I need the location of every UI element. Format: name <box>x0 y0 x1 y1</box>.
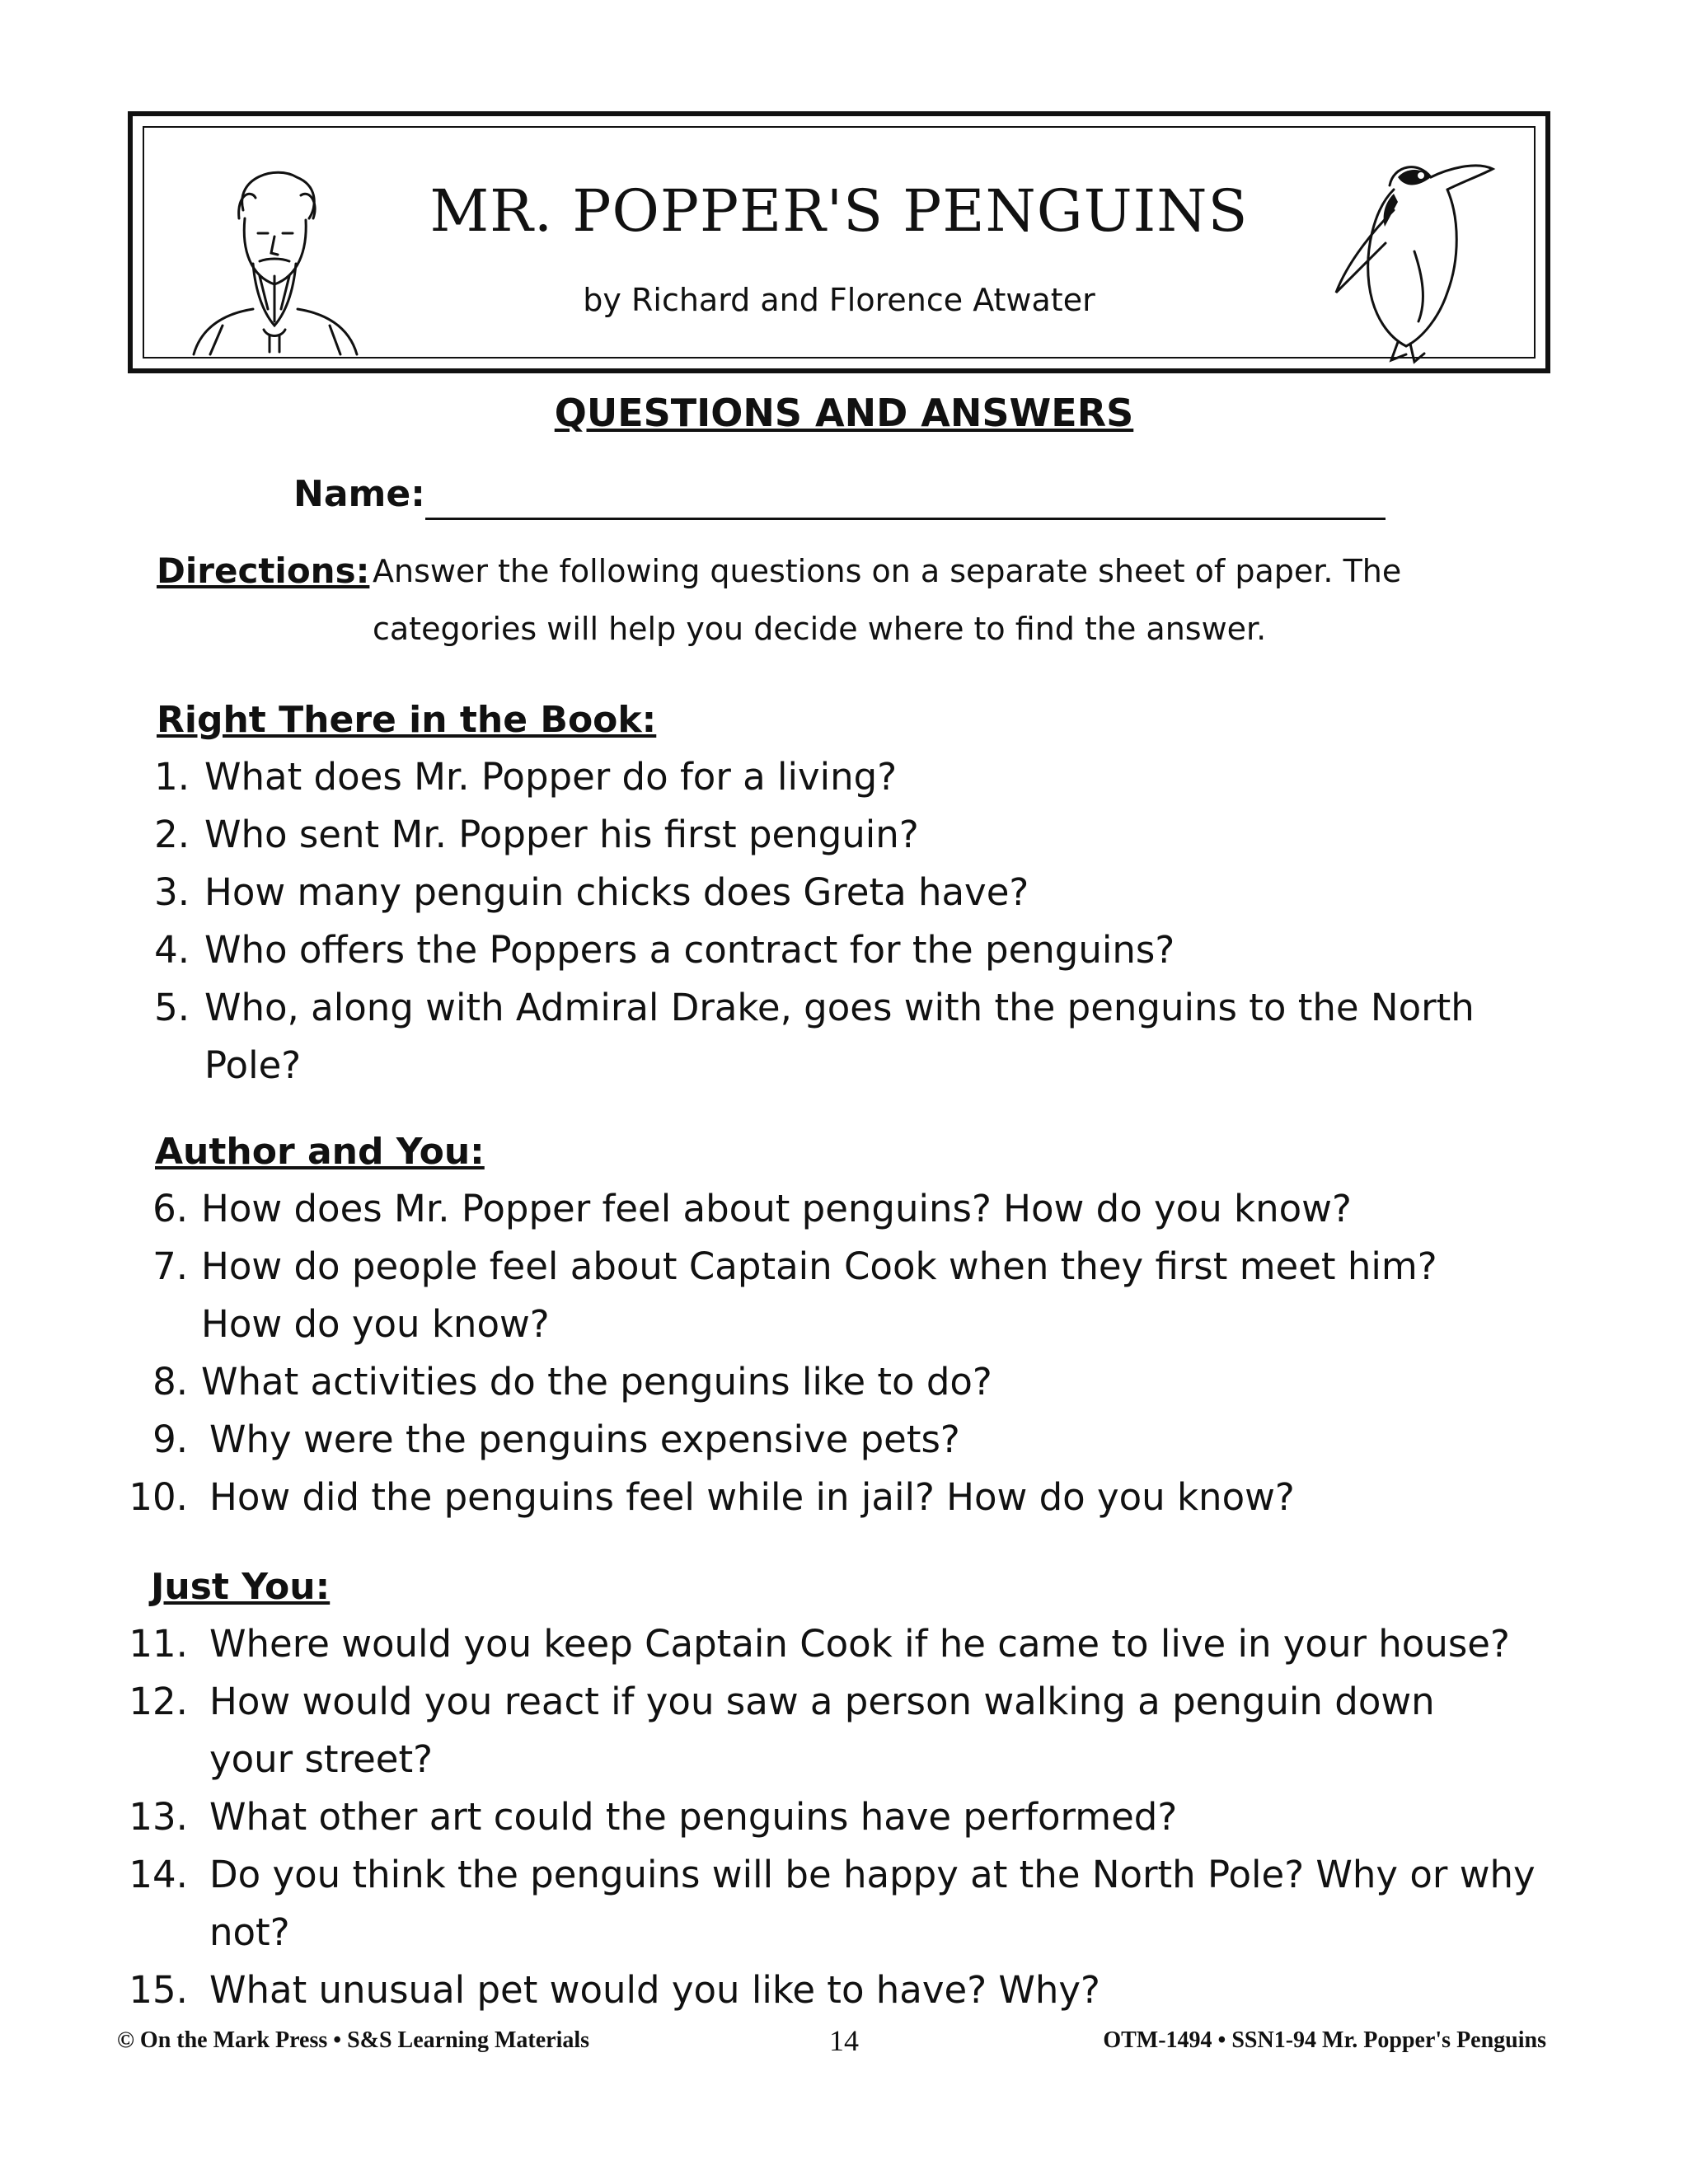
question-text: your street? <box>209 1737 433 1781</box>
title-banner <box>128 111 1550 373</box>
question-number: 1. <box>154 755 190 799</box>
question-number: 13. <box>129 1795 188 1839</box>
question-number: 10. <box>129 1475 188 1519</box>
page-heading: QUESTIONS AND ANSWERS <box>554 391 1134 435</box>
question-text: How do you know? <box>201 1302 550 1346</box>
question-text: Who, along with Admiral Drake, goes with the penguins to the North <box>204 986 1475 1029</box>
directions-text <box>373 542 1444 658</box>
question-text: Who sent Mr. Popper his first penguin? <box>204 813 919 856</box>
question-text: How would you react if you saw a person walking a penguin down <box>209 1680 1435 1723</box>
question-number: 2. <box>154 813 190 856</box>
question-text: How does Mr. Popper feel about penguins? How do you know? <box>201 1187 1352 1230</box>
question-number: 12. <box>129 1680 188 1723</box>
title-banner-inner <box>143 126 1536 359</box>
question-text: Who offers the Poppers a contract for the penguins? <box>204 928 1175 972</box>
directions-line: Answer the following questions on a separate sheet of paper. The <box>373 553 1402 589</box>
question-text: What other art could the penguins have performed? <box>209 1795 1178 1839</box>
question-text: What does Mr. Popper do for a living? <box>204 755 898 799</box>
question-text: Pole? <box>204 1043 302 1087</box>
footer-product-code: OTM-1494 • SSN1-94 Mr. Popper's Penguins <box>1103 2027 1546 2053</box>
name-label: Name: <box>293 473 425 515</box>
question-text: What activities do the penguins like to do? <box>201 1360 992 1404</box>
question-text: How did the penguins feel while in jail? How do you know? <box>209 1475 1295 1519</box>
question-number: 9. <box>152 1418 188 1461</box>
question-text: What unusual pet would you like to have? Why? <box>209 1968 1100 2012</box>
question-number: 6. <box>152 1187 188 1230</box>
question-number: 8. <box>152 1360 188 1404</box>
directions-line: categories will help you decide where to find the answer. <box>373 611 1267 647</box>
penguin-illustration <box>1315 152 1505 367</box>
footer-publisher: © On the Mark Press • S&S Learning Materials <box>117 2027 590 2053</box>
page-number: 14 <box>829 2024 859 2057</box>
question-text: Do you think the penguins will be happy at the North Pole? Why or why <box>209 1853 1536 1896</box>
question-text: not? <box>209 1910 290 1954</box>
directions-label: Directions: <box>157 551 370 591</box>
question-number: 5. <box>154 986 190 1029</box>
name-line <box>425 518 1386 520</box>
question-number: 7. <box>152 1244 188 1288</box>
question-number: 14. <box>129 1853 188 1896</box>
question-text: Where would you keep Captain Cook if he came to live in your house? <box>209 1622 1510 1666</box>
question-number: 15. <box>129 1968 188 2012</box>
question-number: 3. <box>154 870 190 914</box>
question-text: How many penguin chicks does Greta have? <box>204 870 1029 914</box>
section-heading-author-and-you: Author and You: <box>155 1131 485 1173</box>
question-number: 11. <box>129 1622 188 1666</box>
book-title: MR. POPPER'S PENGUINS <box>429 177 1249 245</box>
question-text: How do people feel about Captain Cook when they first meet him? <box>201 1244 1437 1288</box>
book-author: by Richard and Florence Atwater <box>583 282 1095 318</box>
question-text: Why were the penguins expensive pets? <box>209 1418 960 1461</box>
section-heading-right-there: Right There in the Book: <box>157 699 657 741</box>
question-number: 4. <box>154 928 190 972</box>
section-heading-just-you: Just You: <box>151 1566 331 1608</box>
name-row <box>293 473 425 526</box>
